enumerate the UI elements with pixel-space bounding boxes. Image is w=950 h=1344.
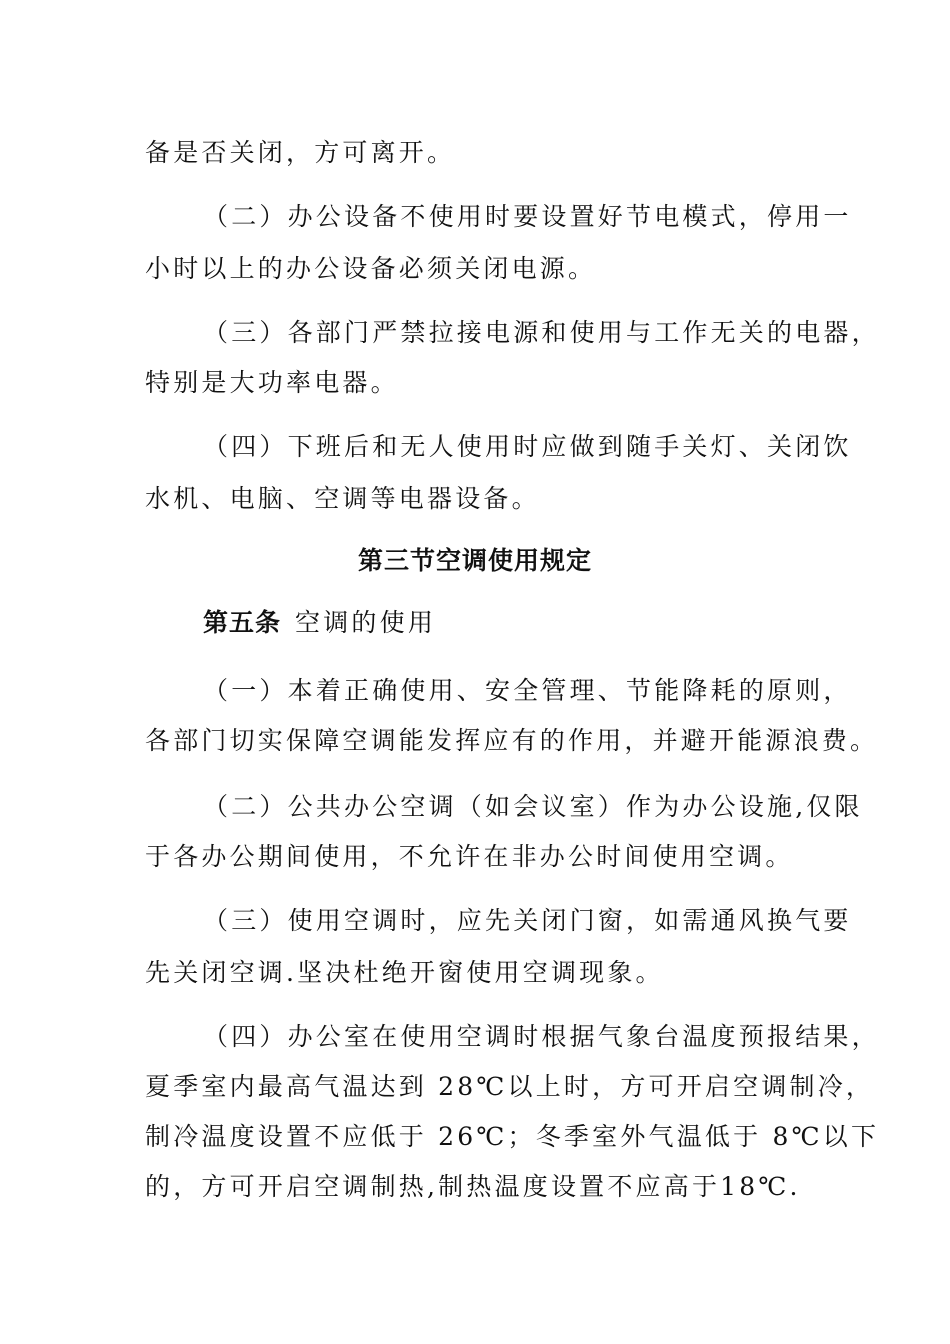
paragraph-line: （四）下班后和无人使用时应做到随手关灯、关闭饮 [203,432,852,461]
article-heading [203,606,893,640]
paragraph-line: （一）本着正确使用、安全管理、节能降耗的原则， [203,676,852,705]
paragraph-line: （三）使用空调时，应先关闭门窗，如需通风换气要 [203,906,852,935]
paragraph-line: 各部门切实保障空调能发挥应有的作用，并避开能源浪费。 [145,726,879,755]
paragraph-line: 小时以上的办公设备必须关闭电源。 [145,254,597,283]
paragraph-line: 于各办公期间使用，不允许在非办公时间使用空调。 [145,842,794,871]
paragraph-line: 备是否关闭，方可离开。 [145,138,456,167]
paragraph-line: 先关闭空调.坚决杜绝开窗使用空调现象。 [145,958,664,987]
article-title: 空调的使用 [295,608,437,637]
paragraph-line: 水机、电脑、空调等电器设备。 [145,484,540,513]
paragraph-line: （三）各部门严禁拉接电源和使用与工作无关的电器， [203,318,880,347]
article-label: 第五条 [203,608,282,637]
paragraph-line: 制冷温度设置不应低于 26℃；冬季室外气温低于 8℃以下 [145,1122,880,1151]
section-heading: 第三节空调使用规定 [357,546,592,575]
paragraph-line: 夏季室内最高气温达到 28℃以上时，方可开启空调制冷， [145,1072,875,1101]
paragraph-line: 的，方可开启空调制热,制热温度设置不应高于18℃. [145,1172,801,1201]
paragraph-line: 特别是大功率电器。 [145,368,399,397]
paragraph-line: （二）公共办公空调（如会议室）作为办公设施,仅限 [203,792,863,821]
paragraph-line: （四）办公室在使用空调时根据气象台温度预报结果， [203,1022,880,1051]
paragraph-line: （二）办公设备不使用时要设置好节电模式，停用一 [203,202,852,231]
